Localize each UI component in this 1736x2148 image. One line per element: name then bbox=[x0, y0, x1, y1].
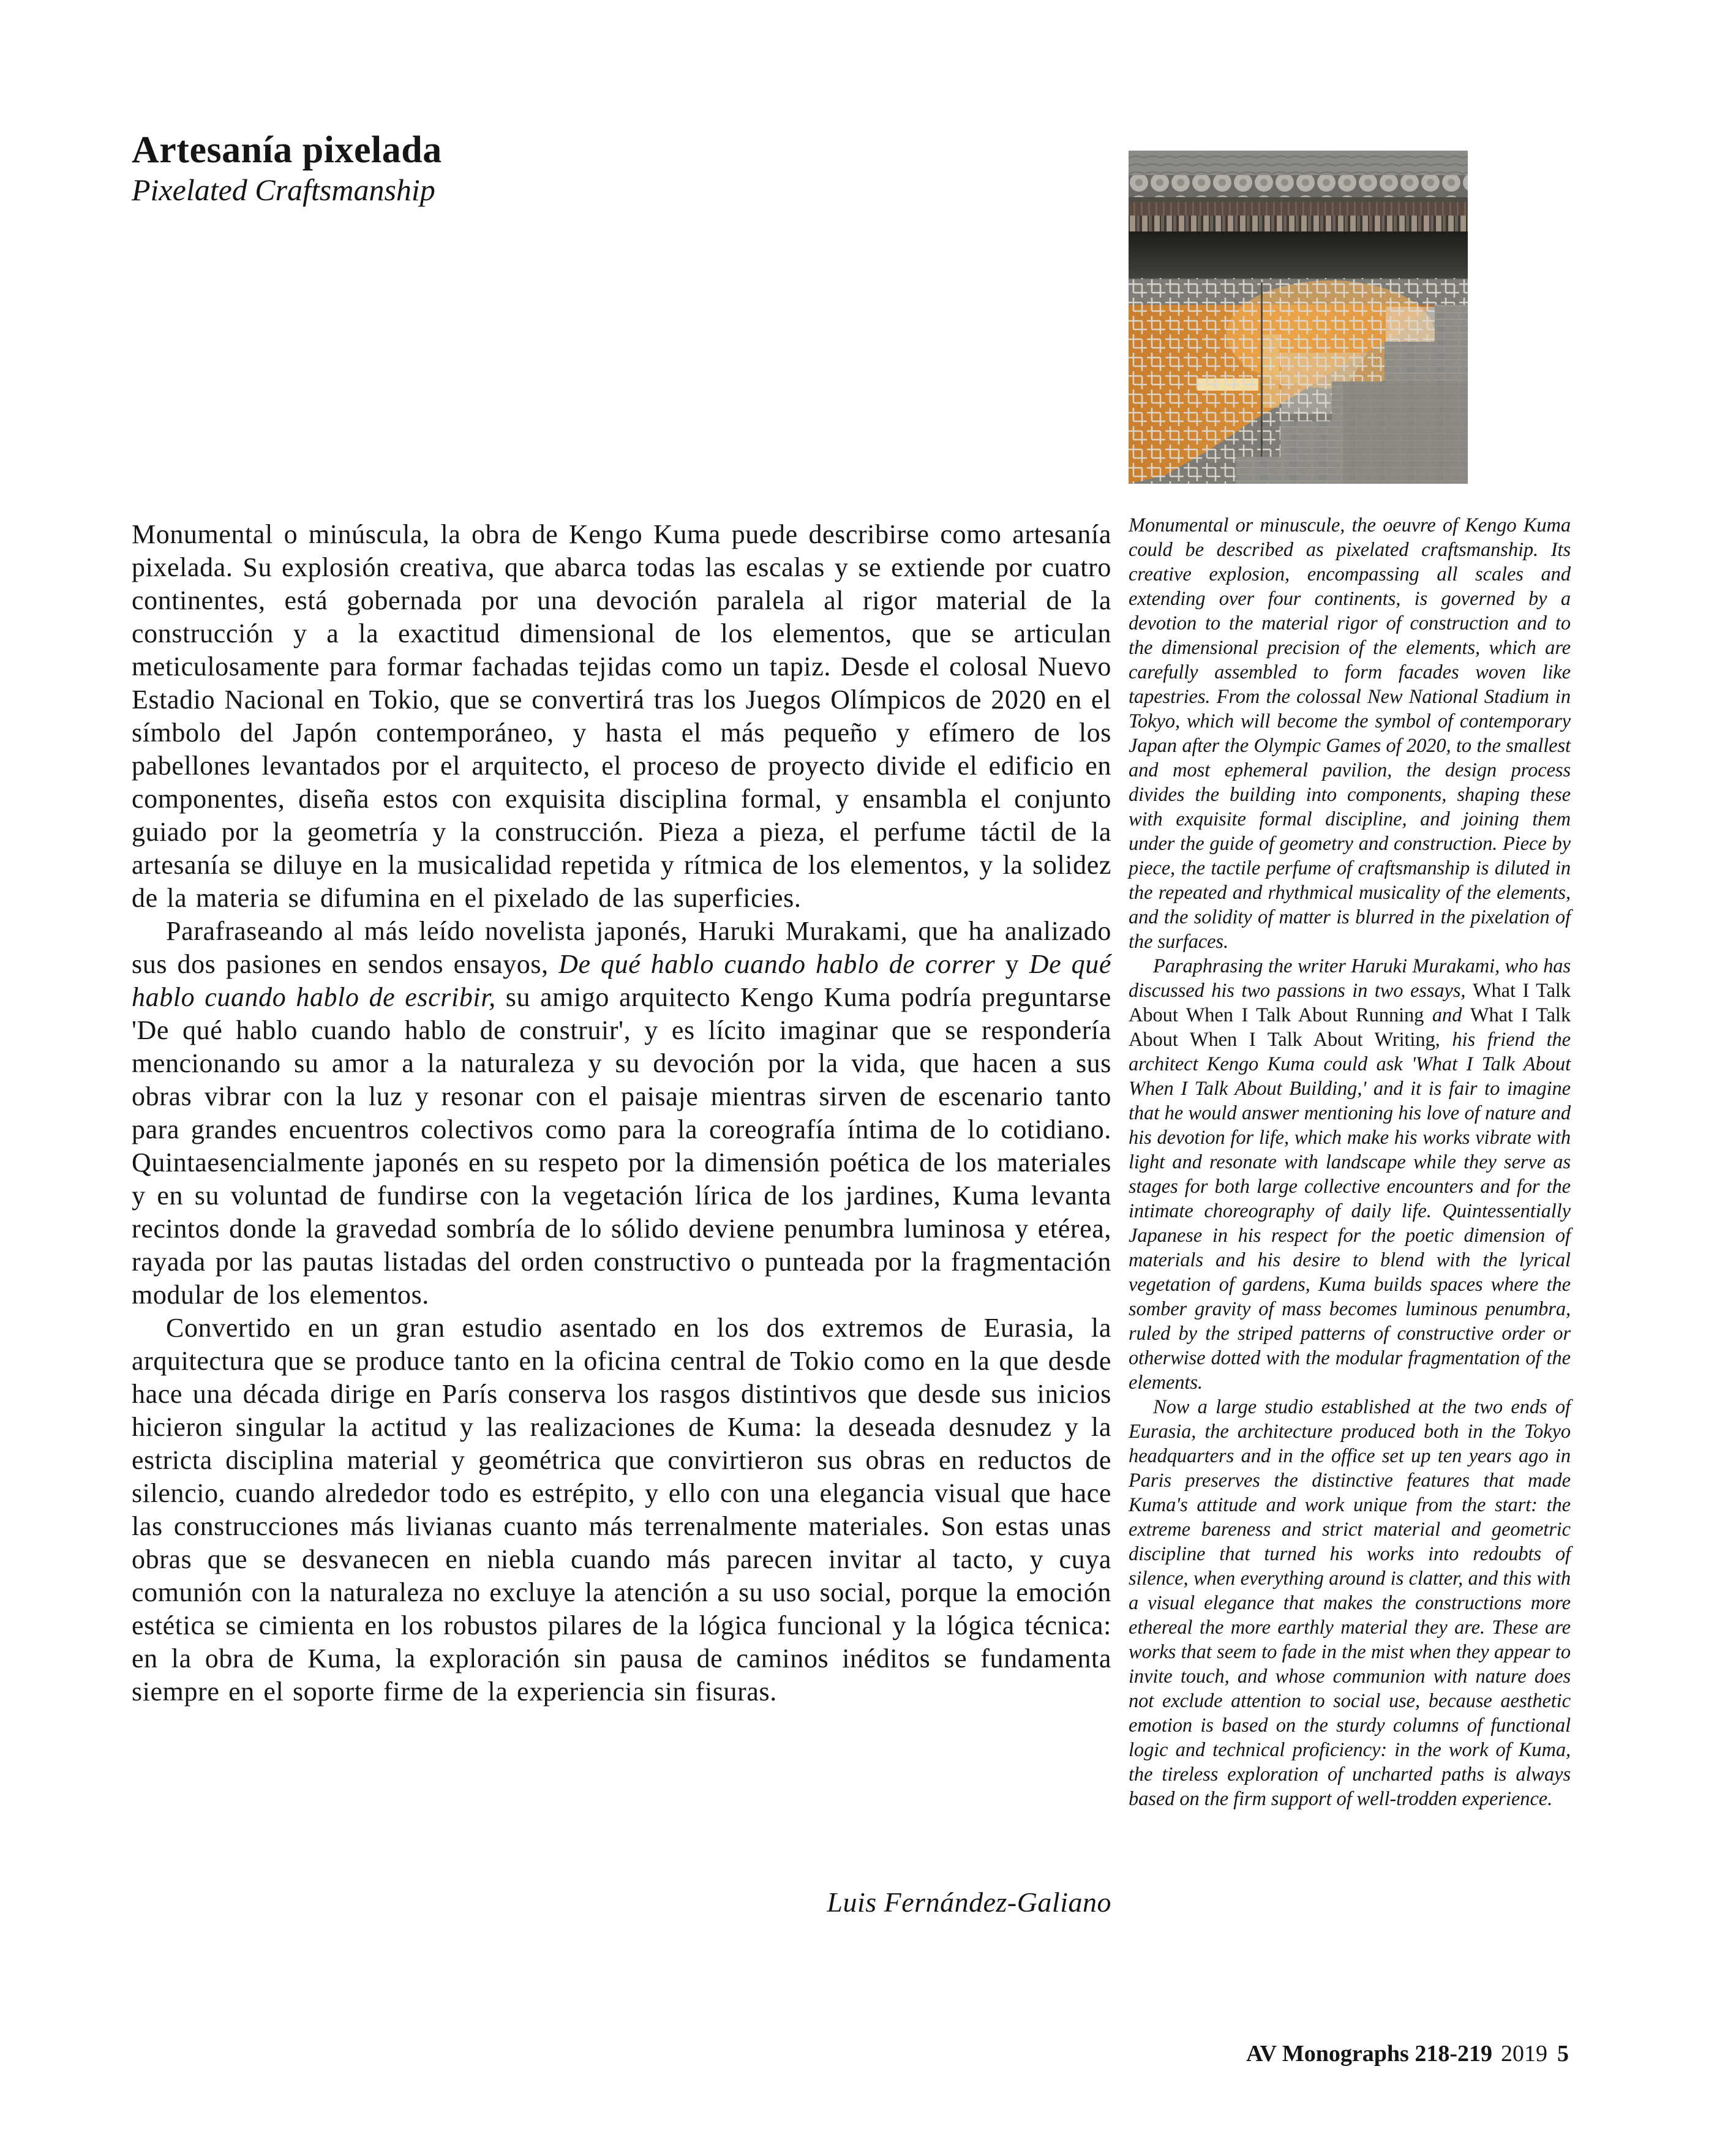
author-signature-row bbox=[132, 1886, 1111, 1918]
text-run: De qué hablo cuando hablo de escribir, bbox=[132, 949, 1111, 1012]
page-footer bbox=[1246, 2040, 1569, 2067]
paragraph bbox=[132, 915, 1111, 1312]
footer-year: 2019 bbox=[1501, 2041, 1547, 2067]
spanish-text-column bbox=[132, 518, 1111, 1708]
text-run: Parafraseando al más leído novelista japonés, Haruki Murakami, que ha analizado sus dos pasiones en sendos ensayos, bbox=[132, 916, 1111, 979]
page-subtitle: Pixelated Craftsmanship bbox=[132, 173, 435, 207]
footer-publication: AV Monographs 218-219 bbox=[1246, 2041, 1492, 2067]
title-block bbox=[132, 130, 989, 207]
text-run: What I Talk About When I Talk About Running bbox=[1129, 980, 1571, 1026]
paragraph bbox=[132, 518, 1111, 915]
text-run: De qué hablo cuando hablo de correr bbox=[558, 949, 996, 979]
paragraph bbox=[1129, 1395, 1571, 1811]
facade-photo-graphic bbox=[1129, 151, 1468, 484]
paragraph bbox=[132, 1312, 1111, 1708]
text-run: his friend the architect Kengo Kuma could ask 'What I Talk About When I Talk About Building,' and it is fair to imagine that he would answer mentioning his love of nature and his devotion for life, which make his works vibrate with light and resonate with landscape while they serve as stages for both large collective encounters and for the intimate choreography of daily life. Quintessentially Japanese in his respect for the poetic dimension of materials and his desire to blend with the lyrical vegetation of gardens, Kuma builds spaces where the somber gravity of mass becomes luminous penumbra, ruled by the striped patterns of constructive order or otherwise dotted with the modular fragmentation of the elements. bbox=[1129, 1029, 1571, 1394]
text-run: y bbox=[995, 949, 1029, 979]
text-run: What I Talk About When I Talk About Writing, bbox=[1129, 1004, 1571, 1051]
text-run: su amigo arquitecto Kengo Kuma podría preguntarse 'De qué hablo cuando hablo de construir', y es lícito imaginar que se respondería mencionando su amor a la naturaleza y su devoción por la vida, que hacen a sus obras vibrar con la luz y resonar con el paisaje mientras sirven de escenario tanto para grandes encuentros colectivos como para la coreografía íntima de lo cotidiano. Quintaesencialmente japonés en su respeto por la dimensión poética de los materiales y en su voluntad de fundirse con la vegetación lírica de los jardines, Kuma levanta recintos donde la gravedad sombría de lo sólido deviene penumbra luminosa y etérea, rayada por las pautas listadas del orden constructivo o punteada por la fragmentación modular de los elementos. bbox=[132, 982, 1112, 1310]
footer-page-number: 5 bbox=[1557, 2041, 1569, 2067]
author-signature: Luis Fernández-Galiano bbox=[827, 1887, 1111, 1918]
english-text-column bbox=[1129, 513, 1571, 1811]
paragraph bbox=[1129, 954, 1571, 1395]
page-title: Artesanía pixelada bbox=[132, 129, 442, 171]
text-run: Monumental or minuscule, the oeuvre of Kengo Kuma could be described as pixelated craftsmanship. Its creative explosion, encompassing all scales and extending over four continents, is governed by a devotion to the material rigor of construction and to the dimensional precision of the elements, which are carefully assembled to form facades woven like tapestries. From the colossal New National Stadium in Tokyo, which will become the symbol of contemporary Japan after the Olympic Games of 2020, to the smallest and most ephemeral pavilion, the design process divides the building into components, shaping these with exquisite formal discipline, and joining them under the guide of geometry and construction. Piece by piece, the tactile perfume of craftsmanship is diluted in the repeated and rhythmical musicality of the elements, and the solidity of matter is blurred in the pixelation of the surfaces. bbox=[1129, 514, 1571, 953]
text-run: Convertido en un gran estudio asentado en los dos extremos de Eurasia, la arquitectura que se produce tanto en la oficina central de Tokio como en la que desde hace una década dirige en París conserva los rasgos distintivos que desde sus inicios hicieron singular la actitud y las realizaciones de Kuma: la deseada desnudez y la estricta disciplina material y geométrica que convirtieron sus obras en reductos de silencio, cuando alrededor todo es estrépito, y ello con una elegancia visual que hace las construcciones más livianas cuanto más terrenalmente materiales. Son estas unas obras que se desvanecen en niebla cuando más parecen invitar al tacto, y cuya comunión con la naturaleza no excluye la atención a su uso social, porque la emoción estética se cimienta en los robustos pilares de la lógica funcional y la lógica técnica: en la obra de Kuma, la exploración sin pausa de caminos inéditos se fundamenta siempre en el soporte firme de la experiencia sin fisuras. bbox=[132, 1313, 1111, 1707]
text-run: Now a large studio established at the two ends of Eurasia, the architecture produced both in the Tokyo headquarters and in the office set up ten years ago in Paris preserves the distinctive features that made Kuma's attitude and work unique from the start: the extreme bareness and strict material and geometric discipline that turned his works into redoubts of silence, when everything around is clatter, and this with a visual elegance that makes the constructions more ethereal the more earthly material they are. These are works that seem to fade in the mist when they appear to invite touch, and whose communion with nature does not exclude attention to social use, because aesthetic emotion is based on the sturdy columns of functional logic and technical proficiency: in the work of Kuma, the tireless exploration of uncharted paths is always based on the firm support of well-trodden experience. bbox=[1129, 1396, 1571, 1810]
text-run: and bbox=[1424, 1004, 1470, 1026]
text-run: Monumental o minúscula, la obra de Kengo Kuma puede describirse como artesanía pixelada. Su explosión creativa, que abarca todas las escalas y se extiende por cuatro continentes, está gobernada por una devoción paralela al rigor material de la construcción y a la exactitud dimensional de los elementos, que se articulan meticulosamente para formar fachadas tejidas como un tapiz. Desde el colosal Nuevo Estadio Nacional en Tokio, que se convertirá tras los Juegos Olímpicos de 2020 en el símbolo del Japón contemporáneo, y hasta el más pequeño y efímero de los pabellones levantados por el arquitecto, el proceso de proyecto divide el edificio en componentes, diseña estos con exquisita disciplina formal, y ensambla el conjunto guiado por la geometría y la construcción. Pieza a pieza, el perfume táctil de la artesanía se diluye en la musicalidad repetida y rítmica de los elementos, y la solidez de la materia se difumina en el pixelado de las superficies. bbox=[132, 519, 1111, 913]
paragraph bbox=[1129, 513, 1571, 954]
text-run: Paraphrasing the writer Haruki Murakami, who has discussed his two passions in two essays, bbox=[1129, 955, 1571, 1002]
facade-photo bbox=[1129, 151, 1468, 484]
